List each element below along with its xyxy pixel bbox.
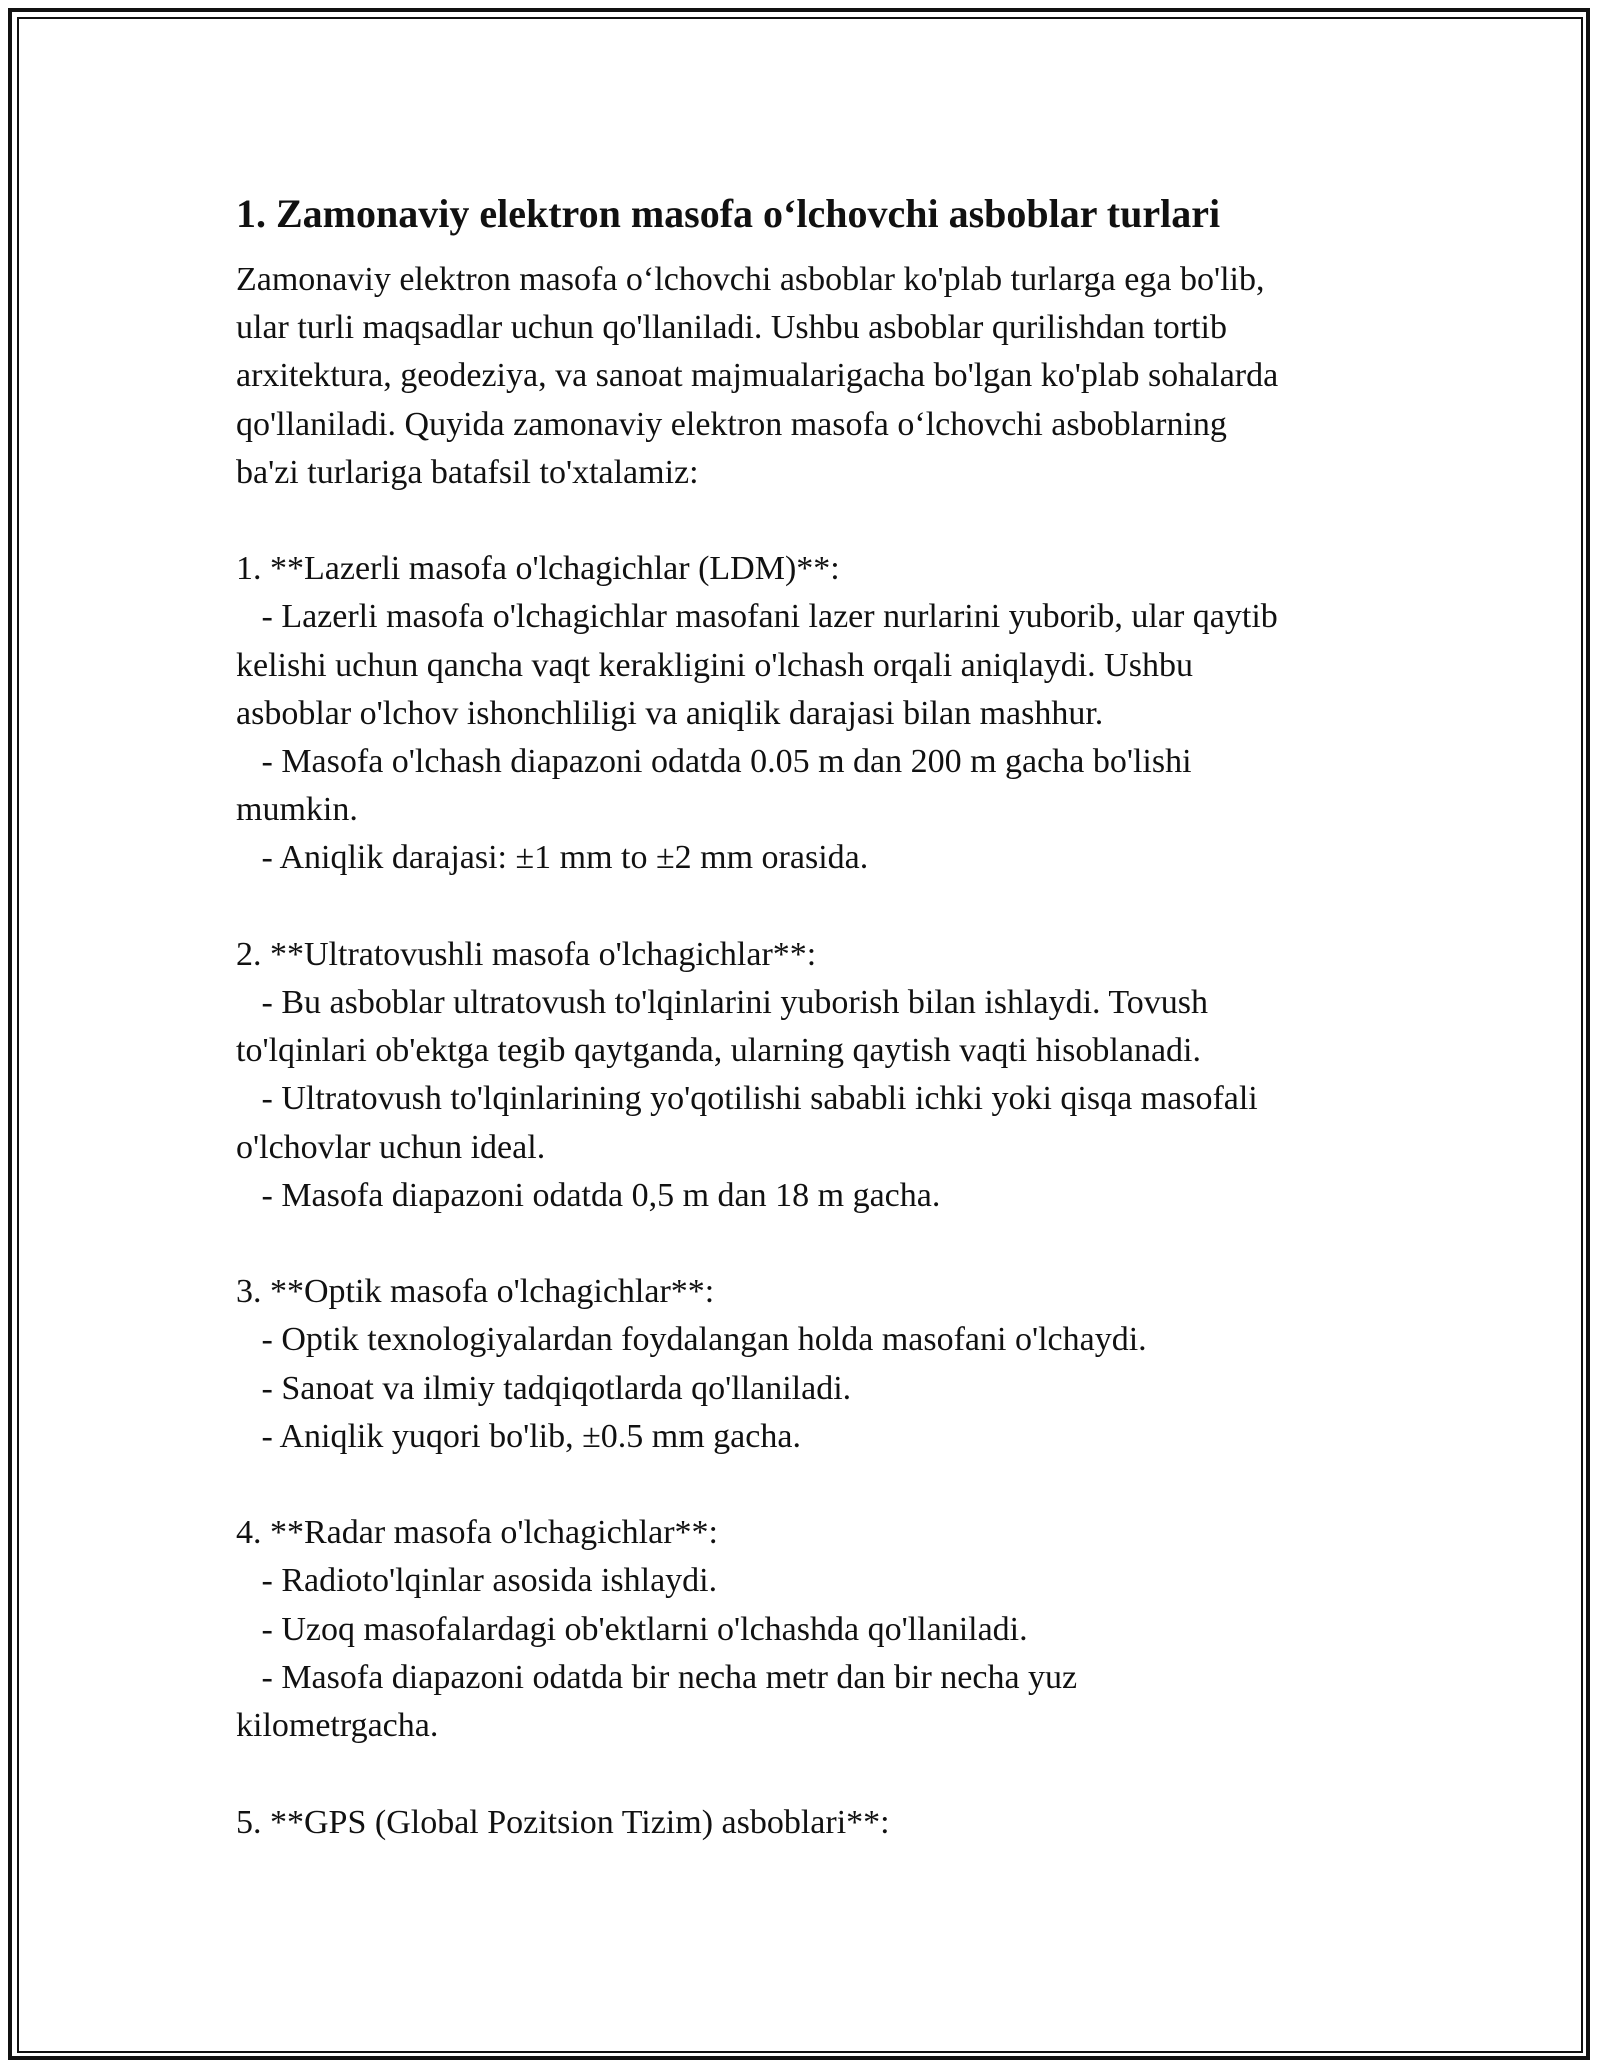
section-gps: [236, 1799, 1366, 1847]
intro-paragraph: Zamonaviy elektron masofa oʻlchovchi asboblar ko'plab turlarga ega bo'lib, ular turli maqsadlar uchun qo'llaniladi. Ushbu asboblar qurilishdan tortib arxitektura, geodeziya, va sanoat majmualarigacha bo'lgan ko'plab sohalarda qo'llaniladi. Quyida zamonaviy elektron masofa oʻlchovchi asboblarning ba'zi turlariga batafsil to'xtalamiz:: [236, 261, 1279, 491]
section-body: - Optik texnologiyalardan foydalangan holda masofani o'lchaydi. - Sanoat va ilmiy tadqiqotlarda qo'llaniladi. - Aniqlik yuqori bo'lib, ±0.5 mm gacha.: [261, 1321, 1147, 1455]
section-laser: [236, 545, 1366, 882]
section-body: - Lazerli masofa o'lchagichlar masofani lazer nurlarini yuborib, ular qaytib kelishi uchun qancha vaqt kerakligini o'lchash orqali aniqlaydi. Ushbu asboblar o'lchov ishonchliligi va aniqlik darajasi bilan mashhur. - Masofa o'lchash diapazoni odatda 0.05 m dan 200 m gacha bo'lishi mumkin. - Aniqlik darajasi: ±1 mm to ±2 mm orasida.: [236, 598, 1278, 877]
document-title: 1. Zamonaviy elektron masofa oʻlchovchi asboblar turlari: [236, 191, 1221, 236]
section-heading: 5. **GPS (Global Pozitsion Tizim) asboblari**:: [236, 1803, 890, 1841]
blank-line: [236, 1750, 1366, 1798]
section-radar: [236, 1509, 1366, 1750]
section-heading: 2. **Ultratovushli masofa o'lchagichlar**:: [236, 935, 817, 973]
document-body: [236, 188, 1366, 1847]
section-heading: 3. **Optik masofa o'lchagichlar**:: [236, 1273, 715, 1311]
section-heading: 4. **Radar masofa o'lchagichlar**:: [236, 1514, 718, 1552]
section-optical: [236, 1268, 1366, 1461]
blank-line: [236, 1220, 1366, 1268]
blank-line: [236, 497, 1366, 545]
blank-line: [236, 1461, 1366, 1509]
section-body: - Bu asboblar ultratovush to'lqinlarini yuborish bilan ishlaydi. Tovush to'lqinlari ob'ektga tegib qaytganda, ularning qaytish vaqti hisoblanadi. - Ultratovush to'lqinlarining yo'qotilishi sababli ichki yoki qisqa masofali o'lchovlar uchun ideal. - Masofa diapazoni odatda 0,5 m dan 18 m gacha.: [236, 984, 1258, 1214]
section-body: - Radioto'lqinlar asosida ishlaydi. - Uzoq masofalardagi ob'ektlarni o'lchashda qo'llaniladi. - Masofa diapazoni odatda bir necha metr dan bir necha yuz kilometrgacha.: [236, 1562, 1078, 1745]
blank-line: [236, 883, 1366, 931]
section-ultrasonic: [236, 931, 1366, 1220]
section-heading: 1. **Lazerli masofa o'lchagichlar (LDM)**:: [236, 550, 840, 588]
